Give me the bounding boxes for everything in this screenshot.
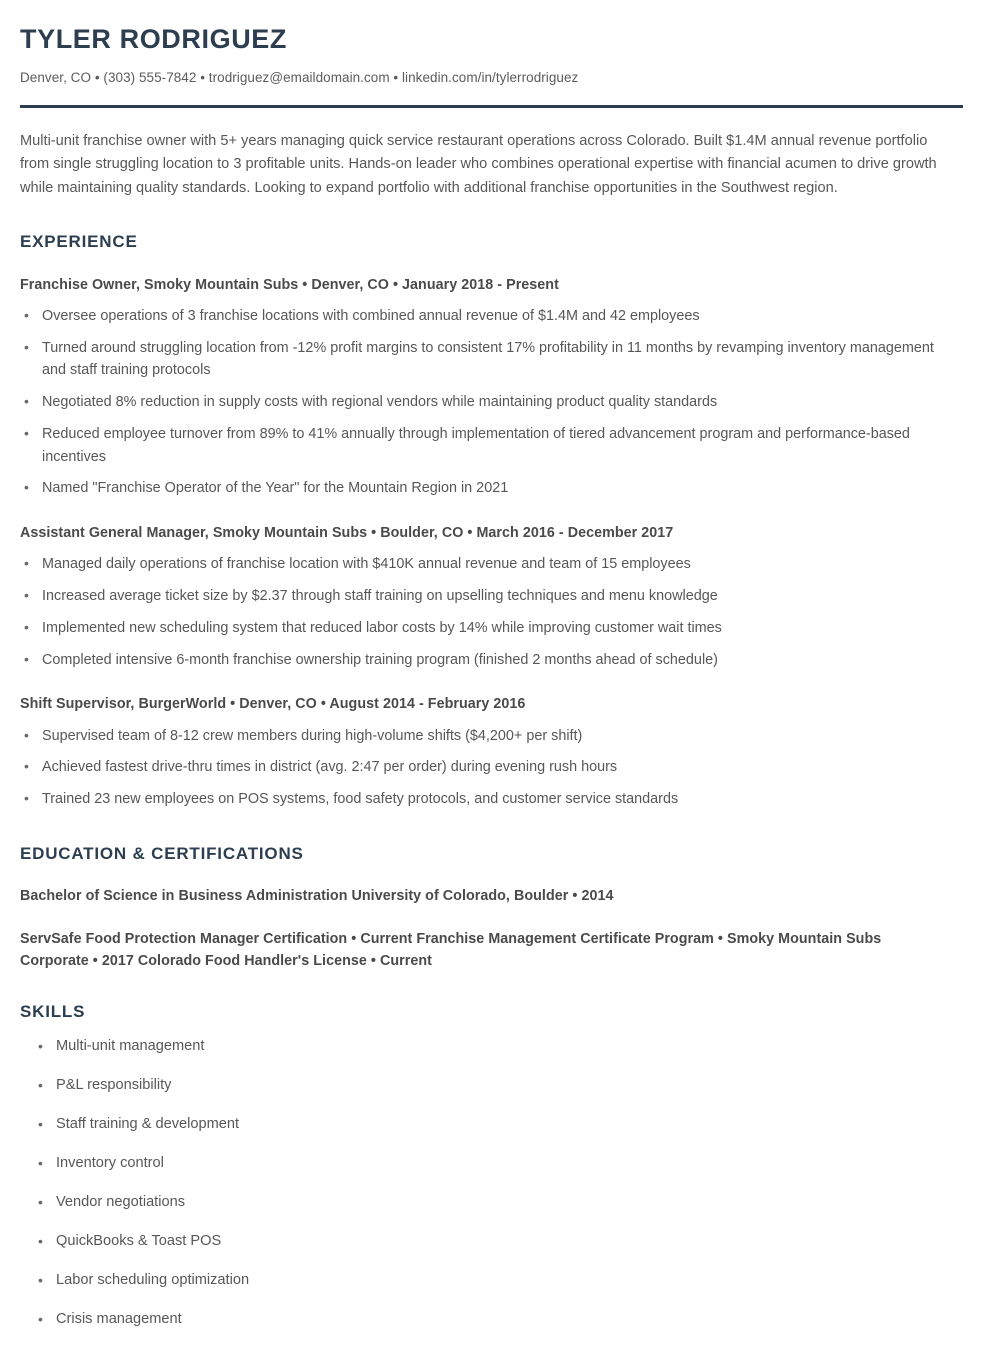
job-bullet: • Implemented new scheduling system that reduced labor costs by 14% while improving customer wait times <box>20 617 955 640</box>
job-bullet: • Completed intensive 6-month franchise ownership training program (finished 2 months ahead of schedule) <box>20 649 955 672</box>
job-bullet: • Supervised team of 8-12 crew members during high-volume shifts ($4,200+ per shift) <box>20 725 955 748</box>
experience-list <box>20 276 963 811</box>
job-bullet: • Trained 23 new employees on POS systems, food safety protocols, and customer service standards <box>20 788 955 811</box>
job-bullet: • Reduced employee turnover from 89% to 41% annually through implementation of tiered advancement program and performance-based incentives <box>20 423 955 469</box>
experience-entry <box>20 695 963 811</box>
experience-entry <box>20 276 963 501</box>
job-bullet: • Increased average ticket size by $2.37 through staff training on upselling techniques and menu knowledge <box>20 585 955 608</box>
job-title: Shift Supervisor, BurgerWorld • Denver, CO • August 2014 - February 2016 <box>20 696 526 713</box>
header-divider <box>20 105 963 108</box>
skill-item: • Multi-unit management <box>20 1036 963 1058</box>
education-list <box>20 885 963 972</box>
candidate-name: TYLER RODRIGUEZ <box>20 24 288 54</box>
skill-item: • Labor scheduling optimization <box>20 1270 963 1292</box>
education-entry: Bachelor of Science in Business Administration University of Colorado, Boulder • 2014 <box>20 887 614 904</box>
skill-item: • Staff training & development <box>20 1114 963 1136</box>
skill-item: • Vendor negotiations <box>20 1192 963 1214</box>
job-bullet: • Negotiated 8% reduction in supply costs with regional vendors while maintaining product quality standards <box>20 391 955 414</box>
job-bullet-list <box>20 553 963 671</box>
job-title: Assistant General Manager, Smoky Mountain Subs • Boulder, CO • March 2016 - December 2017 <box>20 525 674 542</box>
skill-item: • P&L responsibility <box>20 1075 963 1097</box>
skills-list <box>20 1036 963 1330</box>
skill-item: • QuickBooks & Toast POS <box>20 1231 963 1253</box>
professional-summary: Multi-unit franchise owner with 5+ years managing quick service restaurant operations across Colorado. Built $1.4M annual revenue portfolio from single struggling location to 3 profitable units. Hands-on leader who combines operational expertise with financial acumen to drive growth while maintaining quality standards. Looking to expand portfolio with additional franchise opportunities in the Southwest region. <box>20 132 937 196</box>
job-bullet: • Managed daily operations of franchise location with $410K annual revenue and team of 15 employees <box>20 553 955 576</box>
section-heading-skills: SKILLS <box>20 1002 86 1022</box>
contact-line: Denver, CO • (303) 555-7842 • trodriguez@emaildomain.com • linkedin.com/in/tylerrodriguez <box>20 70 579 86</box>
job-bullet: • Turned around struggling location from -12% profit margins to consistent 17% profitability in 11 months by revamping inventory management and staff training protocols <box>20 337 955 383</box>
job-bullet-list <box>20 725 963 811</box>
job-bullet: • Achieved fastest drive-thru times in district (avg. 2:47 per order) during evening rush hours <box>20 756 955 779</box>
job-bullet: • Oversee operations of 3 franchise locations with combined annual revenue of $1.4M and 42 employees <box>20 305 955 328</box>
job-bullet: • Named "Franchise Operator of the Year" for the Mountain Region in 2021 <box>20 477 955 500</box>
skill-item: • Inventory control <box>20 1153 963 1175</box>
job-title: Franchise Owner, Smoky Mountain Subs • Denver, CO • January 2018 - Present <box>20 276 559 293</box>
job-bullet-list <box>20 305 963 500</box>
skill-item: • Crisis management <box>20 1309 963 1331</box>
section-heading-experience: EXPERIENCE <box>20 231 138 251</box>
certification-entry: ServSafe Food Protection Manager Certification • Current Franchise Management Certificate Program • Smoky Mountain Subs Corporate • 2017 Colorado Food Handler's License • Current <box>20 931 882 970</box>
experience-entry <box>20 524 963 671</box>
section-heading-education: EDUCATION & CERTIFICATIONS <box>20 843 304 863</box>
